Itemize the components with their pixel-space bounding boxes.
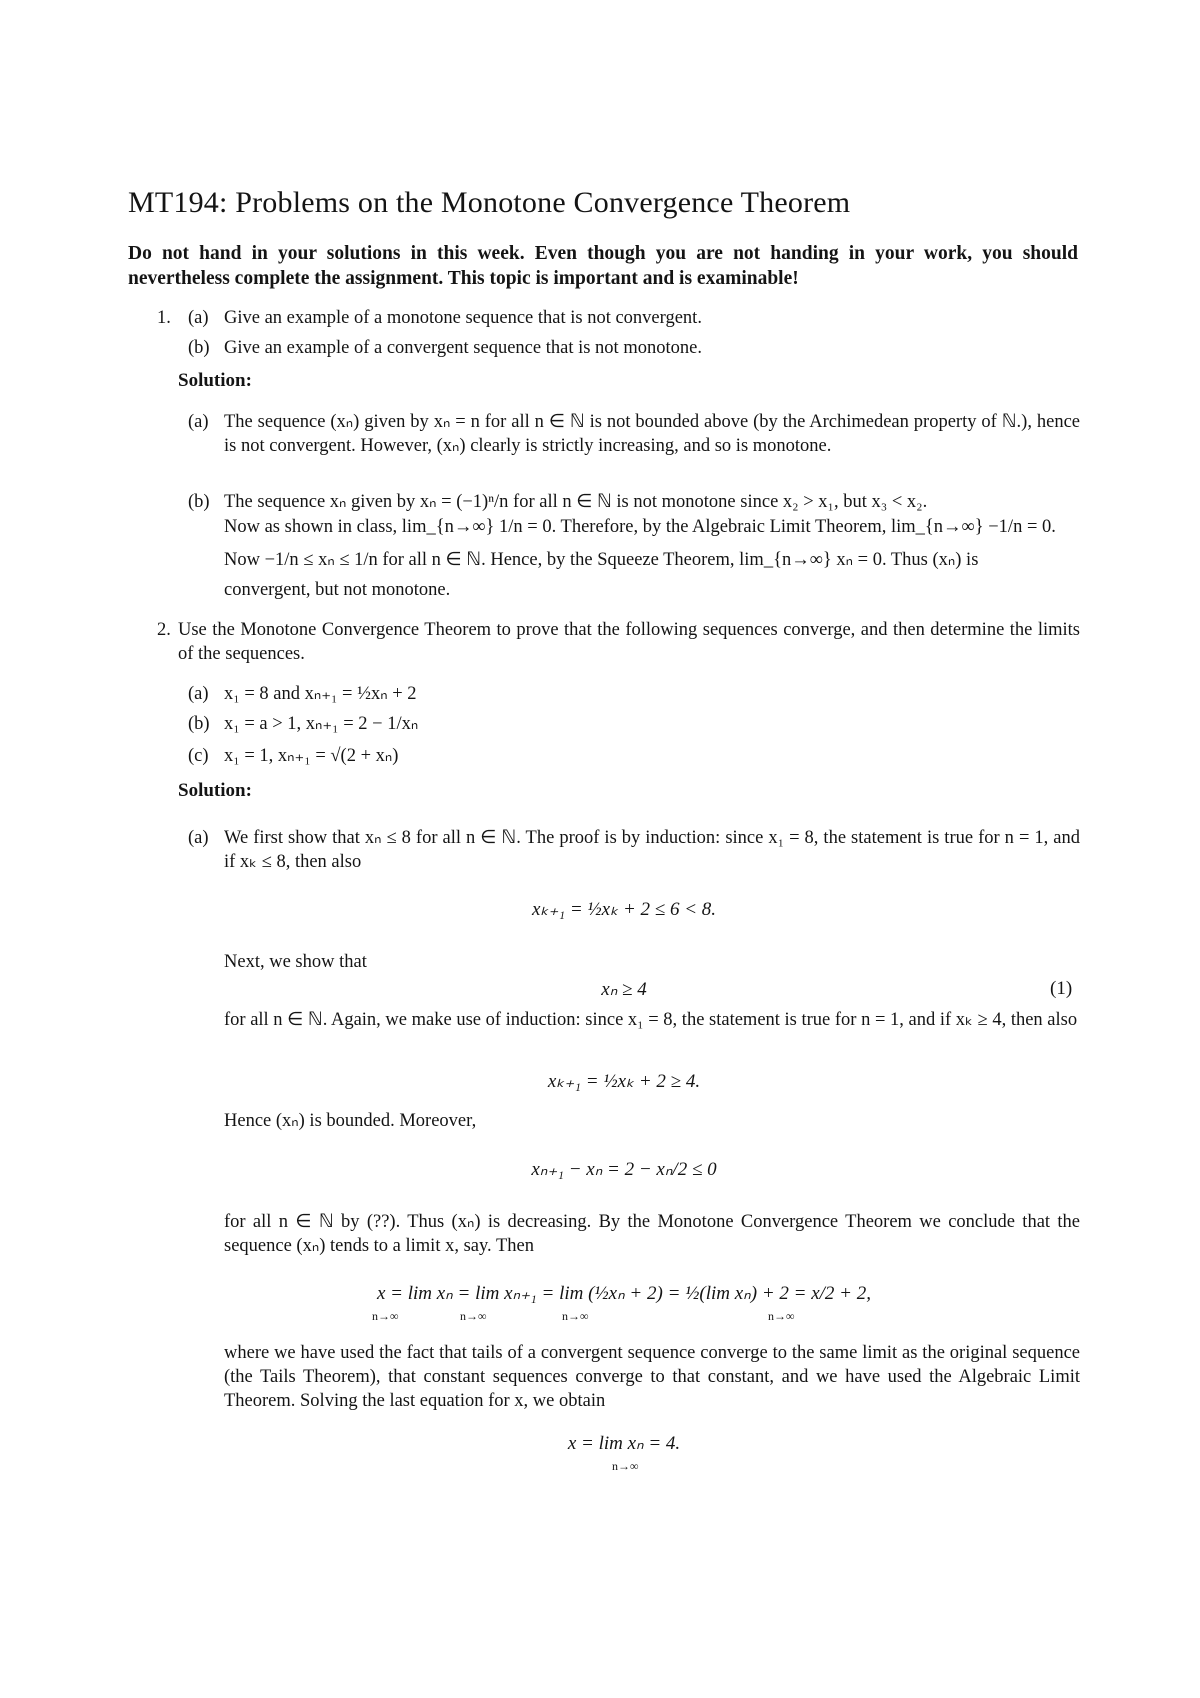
page-title: MT194: Problems on the Monotone Convergence Theorem — [128, 186, 851, 219]
problem-1-number: 1. — [157, 308, 171, 328]
solution-2a-paragraph-3: for all n ∈ ℕ by (??). Thus (xₙ) is decreasing. By the Monotone Convergence Theorem we conclude that the sequence (xₙ) tends to a limit x, say. Then — [224, 1212, 1080, 1256]
problem-1-solution-label: Solution: — [178, 370, 252, 391]
solution-1b-line-1: The sequence xₙ given by xₙ = (−1)ⁿ/n for all n ∈ ℕ is not monotone since x₂ > x₁, but x₃ < x₂. — [224, 492, 928, 512]
solution-1a-label: (a) — [188, 412, 209, 432]
solution-2a-paragraph-2: for all n ∈ ℕ. Again, we make use of induction: since x₁ = 8, the statement is true for n = 1, and if xₖ ≥ 4, then also — [224, 1010, 1078, 1030]
problem-2a-text: x₁ = 8 and xₙ₊₁ = ½xₙ + 2 — [224, 684, 417, 704]
lim-subscript-final: n→∞ — [612, 1459, 639, 1473]
problem-2c-label: (c) — [188, 746, 209, 766]
equation-difference: xₙ₊₁ − xₙ = 2 − xₙ/2 ≤ 0 — [531, 1159, 717, 1180]
equation-induction-upper: xₖ₊₁ = ½xₖ + 2 ≤ 6 < 8. — [531, 899, 717, 920]
solution-1a-text: The sequence (xₙ) given by xₙ = n for all n ∈ ℕ is not bounded above (by the Archimedean property of ℕ.), hence is not convergent. However, (xₙ) clearly is strictly increasing, and so is monotone. — [224, 412, 1080, 456]
equation-limit-chain: x = lim xₙ = lim xₙ₊₁ = lim (½xₙ + 2) = ½(lim xₙ) + 2 = x/2 + 2, — [376, 1283, 872, 1304]
solution-1b-line-3: Now −1/n ≤ xₙ ≤ 1/n for all n ∈ ℕ. Hence, by the Squeeze Theorem, lim_{n→∞} xₙ = 0. Thus (xₙ) is — [224, 550, 979, 570]
problem-1b-text: Give an example of a convergent sequence that is not monotone. — [224, 338, 702, 358]
equation-lower-bound: xₙ ≥ 4 — [601, 979, 647, 1000]
bounded-statement: Hence (xₙ) is bounded. Moreover, — [224, 1111, 477, 1131]
equation-induction-lower: xₖ₊₁ = ½xₖ + 2 ≥ 4. — [547, 1071, 701, 1092]
problem-2-text: Use the Monotone Convergence Theorem to prove that the following sequences converge, and then determine the limits of the sequences. — [178, 620, 1080, 664]
solution-2a-label: (a) — [188, 828, 209, 848]
lim-subscript-1: n→∞ — [372, 1309, 399, 1323]
solution-1b-label: (b) — [188, 492, 210, 512]
solution-1b-line-4: convergent, but not monotone. — [224, 580, 451, 600]
intro-notice: Do not hand in your solutions in this week. Even though you are not handing in your work, you should nevertheless complete the assignment. This topic is important and is examinable! — [128, 243, 1078, 289]
equation-number-1: (1) — [1050, 978, 1073, 999]
problem-2b-label: (b) — [188, 714, 210, 734]
problem-2a-label: (a) — [188, 684, 209, 704]
lim-subscript-3: n→∞ — [562, 1309, 589, 1323]
lim-subscript-2: n→∞ — [460, 1309, 487, 1323]
problem-2b-text: x₁ = a > 1, xₙ₊₁ = 2 − 1/xₙ — [224, 714, 419, 734]
solution-2a-paragraph-4: where we have used the fact that tails of a convergent sequence converge to the same limit as the original sequence (the Tails Theorem), that constant sequences converge to that constant, and we have used the Algebraic Limit Theorem. Solving the last equation for x, we obtain — [224, 1343, 1080, 1411]
next-we-show: Next, we show that — [224, 952, 367, 972]
problem-2-number: 2. — [157, 620, 171, 640]
problem-1a-label: (a) — [188, 308, 209, 328]
solution-1b-line-2: Now as shown in class, lim_{n→∞} 1/n = 0. Therefore, by the Algebraic Limit Theorem, lim_{n→∞} −1/n = 0. — [224, 517, 1056, 537]
problem-1a-text: Give an example of a monotone sequence that is not convergent. — [224, 308, 702, 328]
problem-2c-text: x₁ = 1, xₙ₊₁ = √(2 + xₙ) — [224, 746, 399, 766]
solution-2a-paragraph-1: We first show that xₙ ≤ 8 for all n ∈ ℕ. The proof is by induction: since x₁ = 8, the statement is true for n = 1, and if xₖ ≤ 8, then also — [224, 828, 1080, 872]
lim-subscript-4: n→∞ — [768, 1309, 795, 1323]
problem-2-solution-label: Solution: — [178, 780, 252, 801]
equation-final-limit: x = lim xₙ = 4. — [567, 1433, 681, 1454]
problem-1b-label: (b) — [188, 338, 210, 358]
